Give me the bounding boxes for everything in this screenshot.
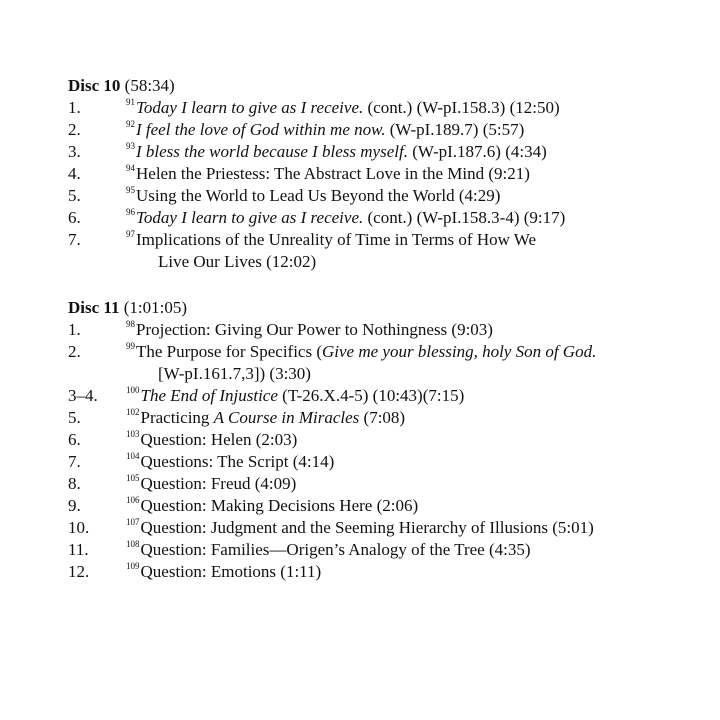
track-detail: (W-pI.189.7) (5:57) bbox=[385, 120, 525, 139]
track-title: Question: Judgment and the Seeming Hierarchy of Illusions (5:01) bbox=[140, 518, 594, 537]
track-title-italic: Today I learn to give as I receive. bbox=[136, 98, 364, 117]
track-number: 8. bbox=[68, 474, 81, 493]
footnote-number: 93 bbox=[126, 141, 135, 151]
footnote-number: 107 bbox=[126, 517, 140, 527]
footnote-number: 103 bbox=[126, 429, 140, 439]
track-title-italic: A Course in Miracles bbox=[213, 408, 360, 427]
track-title: Questions: The Script (4:14) bbox=[140, 452, 335, 471]
track-number: 7. bbox=[68, 230, 81, 249]
footnote-number: 100 bbox=[126, 385, 140, 395]
track-item bbox=[68, 185, 698, 207]
track-listing bbox=[68, 75, 698, 607]
track-number: 3. bbox=[68, 142, 81, 161]
disc-title: Disc 10 bbox=[68, 76, 121, 95]
track-item bbox=[68, 141, 698, 163]
track-title: Question: Making Decisions Here (2:06) bbox=[140, 496, 419, 515]
track-item bbox=[68, 495, 698, 517]
track-item bbox=[68, 407, 698, 429]
track-title: Helen the Priestess: The Abstract Love in the Mind (9:21) bbox=[136, 164, 530, 183]
track-number: 12. bbox=[68, 562, 90, 581]
track-item bbox=[68, 341, 698, 385]
track-number: 1. bbox=[68, 320, 81, 339]
footnote-number: 91 bbox=[126, 97, 135, 107]
track-title-italic: The End of Injustice bbox=[140, 386, 278, 405]
footnote-number: 102 bbox=[126, 407, 140, 417]
track-title: Projection: Giving Our Power to Nothingness (9:03) bbox=[136, 320, 493, 339]
disc-duration: (58:34) bbox=[124, 76, 175, 95]
track-title: Implications of the Unreality of Time in Terms of How We bbox=[136, 230, 537, 249]
footnote-number: 104 bbox=[126, 451, 140, 461]
footnote-number: 98 bbox=[126, 319, 135, 329]
footnote-number: 105 bbox=[126, 473, 140, 483]
track-item bbox=[68, 539, 698, 561]
track-item bbox=[68, 451, 698, 473]
track-detail: (cont.) (W-pI.158.3) (12:50) bbox=[363, 98, 560, 117]
track-number: 3–4. bbox=[68, 386, 98, 405]
track-continuation: Live Our Lives (12:02) bbox=[158, 252, 317, 271]
track-item bbox=[68, 119, 698, 141]
track-item bbox=[68, 229, 698, 273]
track-number: 6. bbox=[68, 430, 81, 449]
track-number: 2. bbox=[68, 120, 81, 139]
disc-section bbox=[68, 297, 698, 583]
track-number: 6. bbox=[68, 208, 81, 227]
track-title: Question: Emotions (1:11) bbox=[140, 562, 322, 581]
track-title: The Purpose for Specifics ( bbox=[136, 342, 323, 361]
track-title: Question: Families—Origen’s Analogy of the Tree (4:35) bbox=[140, 540, 531, 559]
track-number: 7. bbox=[68, 452, 81, 471]
footnote-number: 99 bbox=[126, 341, 135, 351]
footnote-number: 95 bbox=[126, 185, 135, 195]
track-item bbox=[68, 207, 698, 229]
track-title-italic: I bless the world because I bless myself. bbox=[136, 142, 408, 161]
track-title: Using the World to Lead Us Beyond the World (4:29) bbox=[136, 186, 501, 205]
track-title-italic: I feel the love of God within me now. bbox=[136, 120, 386, 139]
track-number: 5. bbox=[68, 186, 81, 205]
disc-heading bbox=[68, 75, 698, 97]
footnote-number: 97 bbox=[126, 229, 135, 239]
track-number: 5. bbox=[68, 408, 81, 427]
disc-heading bbox=[68, 297, 698, 319]
track-number: 9. bbox=[68, 496, 81, 515]
footnote-number: 96 bbox=[126, 207, 135, 217]
track-title: Question: Helen (2:03) bbox=[140, 430, 298, 449]
track-title-italic: Today I learn to give as I receive. bbox=[136, 208, 364, 227]
track-number: 11. bbox=[68, 540, 89, 559]
track-item bbox=[68, 97, 698, 119]
track-item bbox=[68, 561, 698, 583]
track-item bbox=[68, 473, 698, 495]
track-item bbox=[68, 517, 698, 539]
track-number: 10. bbox=[68, 518, 90, 537]
track-detail: (cont.) (W-pI.158.3-4) (9:17) bbox=[363, 208, 566, 227]
track-number: 4. bbox=[68, 164, 81, 183]
track-continuation: [W-pI.161.7,3]) (3:30) bbox=[158, 364, 311, 383]
track-title: Practicing bbox=[140, 408, 214, 427]
track-detail: (W-pI.187.6) (4:34) bbox=[407, 142, 547, 161]
footnote-number: 92 bbox=[126, 119, 135, 129]
track-title-italic: Give me your blessing, holy Son of God. bbox=[322, 342, 597, 361]
track-item bbox=[68, 163, 698, 185]
track-title: Question: Freud (4:09) bbox=[140, 474, 297, 493]
track-number: 1. bbox=[68, 98, 81, 117]
track-detail: (7:08) bbox=[359, 408, 406, 427]
disc-section bbox=[68, 75, 698, 273]
track-detail: (T-26.X.4-5) (10:43)(7:15) bbox=[277, 386, 465, 405]
disc-title: Disc 11 bbox=[68, 298, 120, 317]
footnote-number: 94 bbox=[126, 163, 135, 173]
footnote-number: 108 bbox=[126, 539, 140, 549]
footnote-number: 106 bbox=[126, 495, 140, 505]
track-number: 2. bbox=[68, 342, 81, 361]
track-item bbox=[68, 429, 698, 451]
track-item bbox=[68, 319, 698, 341]
disc-duration: (1:01:05) bbox=[123, 298, 188, 317]
track-item bbox=[68, 385, 698, 407]
footnote-number: 109 bbox=[126, 561, 140, 571]
